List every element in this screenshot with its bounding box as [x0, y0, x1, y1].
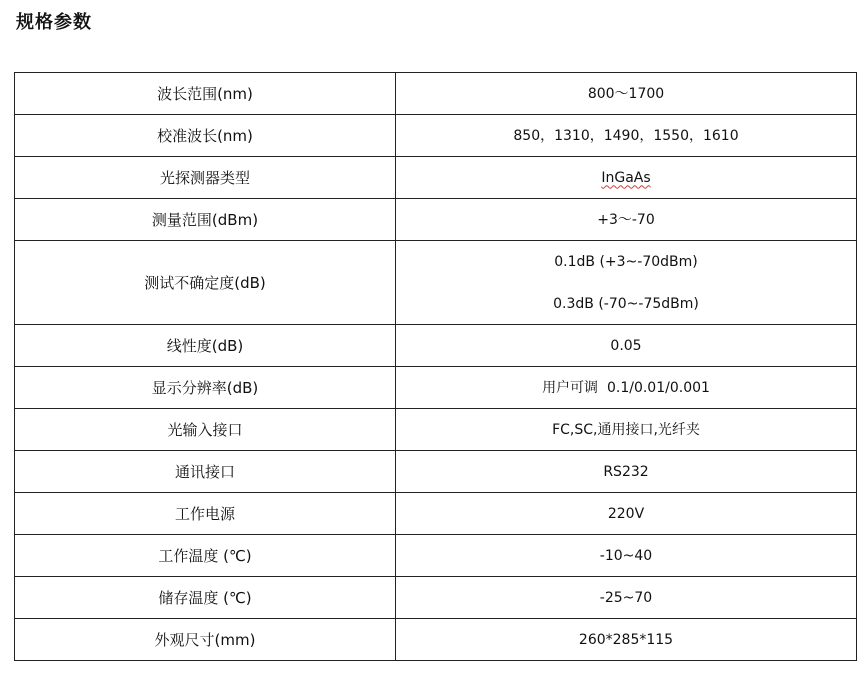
spec-value-storage-temp: -25~70 — [396, 577, 857, 619]
spec-label-optical-input: 光输入接口 — [15, 409, 396, 451]
spec-value-dimensions: 260*285*115 — [396, 619, 857, 661]
table-row — [15, 241, 857, 325]
spec-label-power: 工作电源 — [15, 493, 396, 535]
spec-label-operating-temp: 工作温度 (℃) — [15, 535, 396, 577]
table-row — [15, 451, 857, 493]
spec-value-resolution: 用户可调 0.1/0.01/0.001 — [396, 367, 857, 409]
spec-value-comm-interface: RS232 — [396, 451, 857, 493]
spec-value-measurement-range: +3～-70 — [396, 199, 857, 241]
table-row — [15, 199, 857, 241]
spec-label-linearity: 线性度(dB) — [15, 325, 396, 367]
spec-value-calibration-wavelength: 850，1310，1490，1550，1610 — [396, 115, 857, 157]
spec-value-operating-temp: -10~40 — [396, 535, 857, 577]
table-row — [15, 157, 857, 199]
spec-label-measurement-range: 测量范围(dBm) — [15, 199, 396, 241]
spec-label-detector-type: 光探测器类型 — [15, 157, 396, 199]
table-row — [15, 577, 857, 619]
spec-label-calibration-wavelength: 校准波长(nm) — [15, 115, 396, 157]
spec-label-dimensions: 外观尺寸(mm) — [15, 619, 396, 661]
table-row — [15, 367, 857, 409]
table-row — [15, 115, 857, 157]
spec-table — [14, 72, 857, 661]
table-row — [15, 325, 857, 367]
uncertainty-line-1: 0.1dB (+3~-70dBm) — [554, 253, 698, 270]
table-row — [15, 493, 857, 535]
table-row — [15, 619, 857, 661]
spec-label-comm-interface: 通讯接口 — [15, 451, 396, 493]
spec-label-uncertainty: 测试不确定度(dB) — [15, 241, 396, 325]
table-row — [15, 535, 857, 577]
spec-value-power: 220V — [396, 493, 857, 535]
spec-value-detector-type — [396, 157, 857, 199]
page-title: 规格参数 — [16, 12, 92, 33]
table-row — [15, 73, 857, 115]
spec-value-optical-input: FC,SC,通用接口,光纤夹 — [396, 409, 857, 451]
uncertainty-line-2: 0.3dB (-70~-75dBm) — [553, 295, 699, 312]
spec-value-wavelength-range: 800～1700 — [396, 73, 857, 115]
table-row — [15, 409, 857, 451]
spec-label-storage-temp: 储存温度 (℃) — [15, 577, 396, 619]
detector-type-text: InGaAs — [601, 169, 651, 186]
spec-value-uncertainty — [396, 241, 857, 325]
spec-label-resolution: 显示分辨率(dB) — [15, 367, 396, 409]
spec-label-wavelength-range: 波长范围(nm) — [15, 73, 396, 115]
spec-value-linearity: 0.05 — [396, 325, 857, 367]
